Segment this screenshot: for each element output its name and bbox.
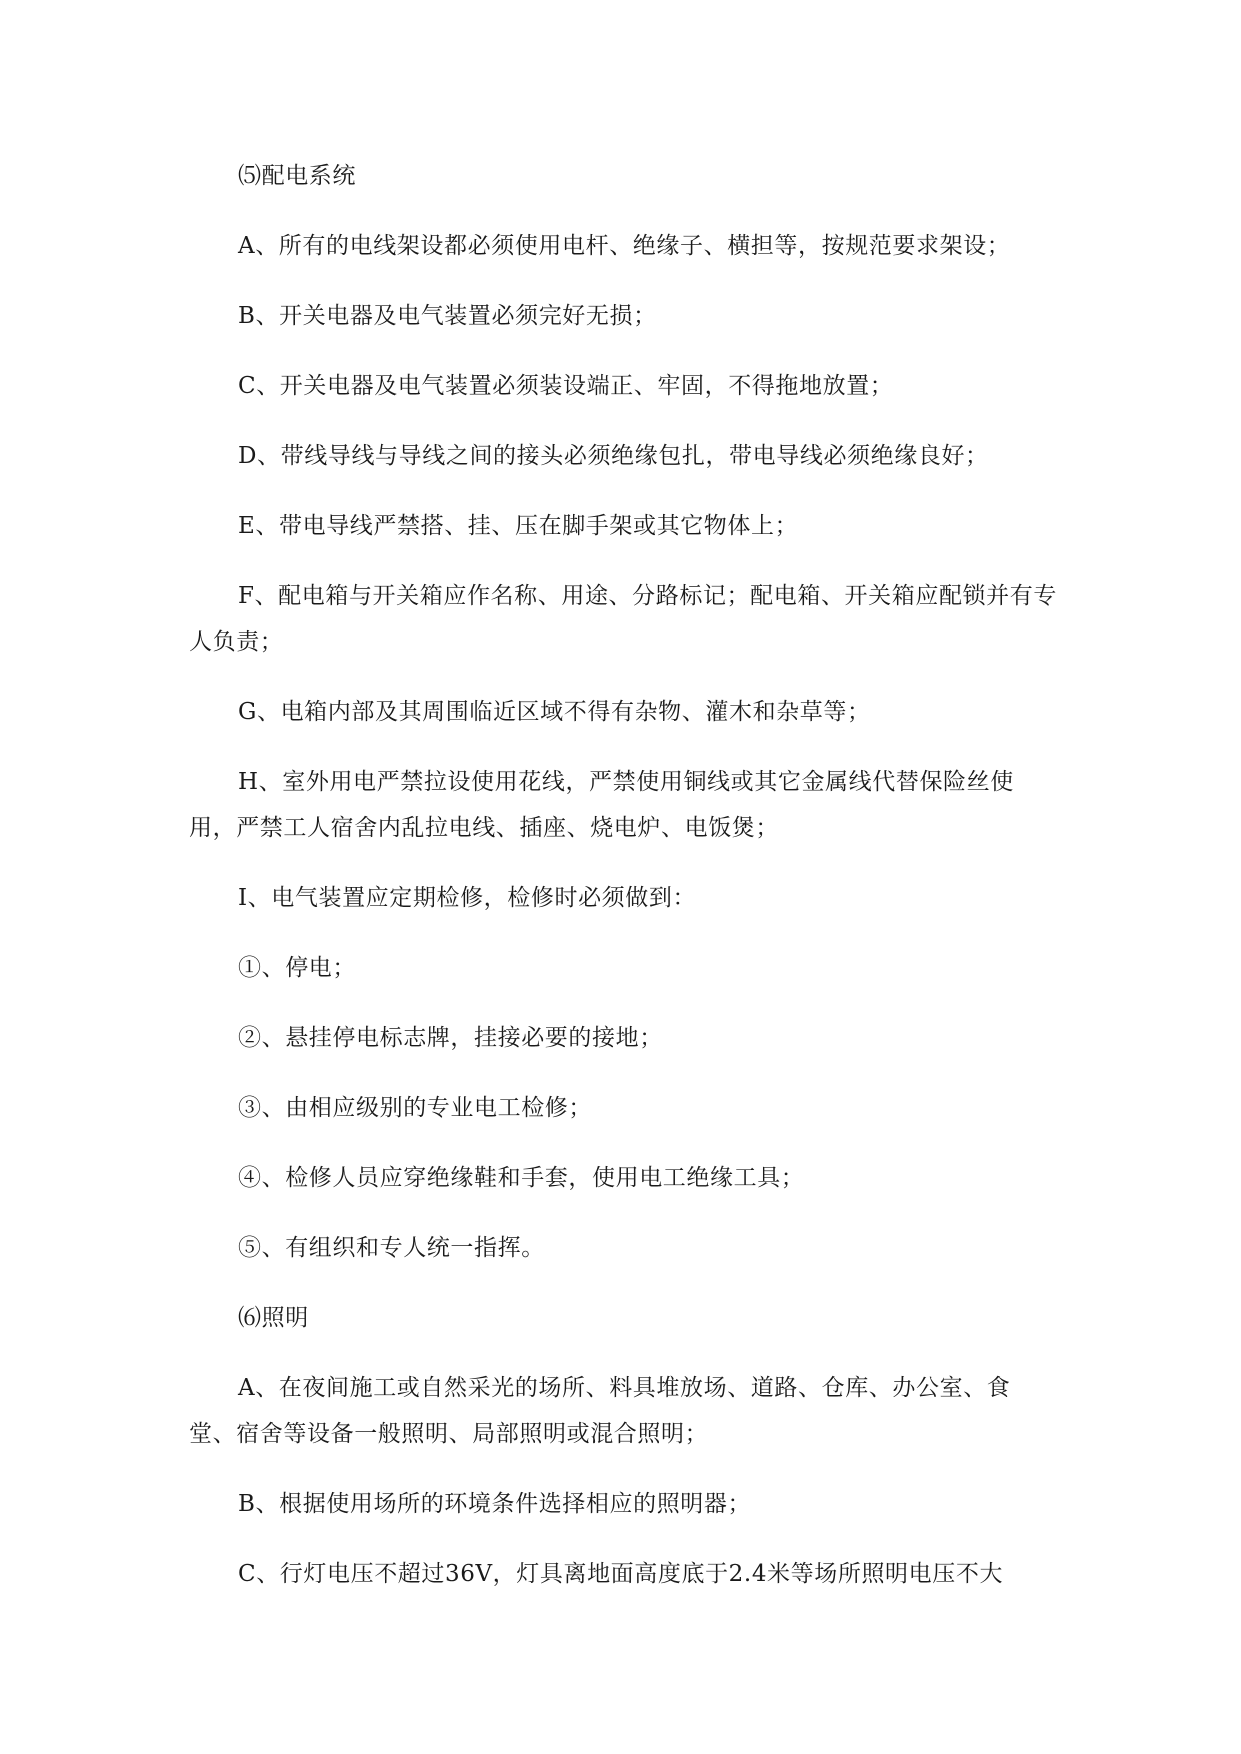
paragraph-a-wiring: A、所有的电线架设都必须使用电杆、绝缘子、横担等，按规范要求架设； <box>238 233 1011 259</box>
paragraph-lighting-c: C、行灯电压不超过36V，灯具离地面高度底于2.4米等场所照明电压不大 <box>238 1561 1004 1587</box>
paragraph-g-box-surroundings: G、电箱内部及其周围临近区域不得有杂物、灌木和杂草等； <box>238 699 871 725</box>
paragraph-lighting-a: A、在夜间施工或自然采光的场所、料具堆放场、道路、仓库、办公室、食堂、宿舍等设备一般照明、局部照明或混合照明； <box>189 1375 1011 1447</box>
section-heading-power-distribution: ⑸配电系统 <box>238 163 356 189</box>
paragraph-i-maintenance: I、电气装置应定期检修，检修时必须做到： <box>238 885 697 911</box>
paragraph-c-installation: C、开关电器及电气装置必须装设端正、牢固，不得拖地放置； <box>238 373 894 399</box>
list-item-2: ②、悬挂停电标志牌，挂接必要的接地； <box>238 1025 663 1051</box>
paragraph-b-switchgear: B、开关电器及电气装置必须完好无损； <box>238 303 657 329</box>
paragraph-f-distribution-box: F、配电箱与开关箱应作名称、用途、分路标记；配电箱、开关箱应配锁并有专人负责； <box>189 583 1057 655</box>
list-item-5: ⑤、有组织和专人统一指挥。 <box>238 1235 545 1261</box>
paragraph-h-outdoor-power: H、室外用电严禁拉设使用花线，严禁使用铜线或其它金属线代替保险丝使用，严禁工人宿舍内乱拉电线、插座、烧电炉、电饭煲； <box>189 769 1014 841</box>
paragraph-lighting-b: B、根据使用场所的环境条件选择相应的照明器； <box>238 1491 752 1517</box>
list-item-3: ③、由相应级别的专业电工检修； <box>238 1095 592 1121</box>
paragraph-d-insulation: D、带线导线与导线之间的接头必须绝缘包扎，带电导线必须绝缘良好； <box>238 443 989 469</box>
list-item-4: ④、检修人员应穿绝缘鞋和手套，使用电工绝缘工具； <box>238 1165 805 1191</box>
paragraph-e-live-wires: E、带电导线严禁搭、挂、压在脚手架或其它物体上； <box>238 513 799 539</box>
document-body <box>189 153 1057 1597</box>
list-item-1: ①、停电； <box>238 955 356 981</box>
section-heading-lighting: ⑹照明 <box>238 1305 309 1331</box>
